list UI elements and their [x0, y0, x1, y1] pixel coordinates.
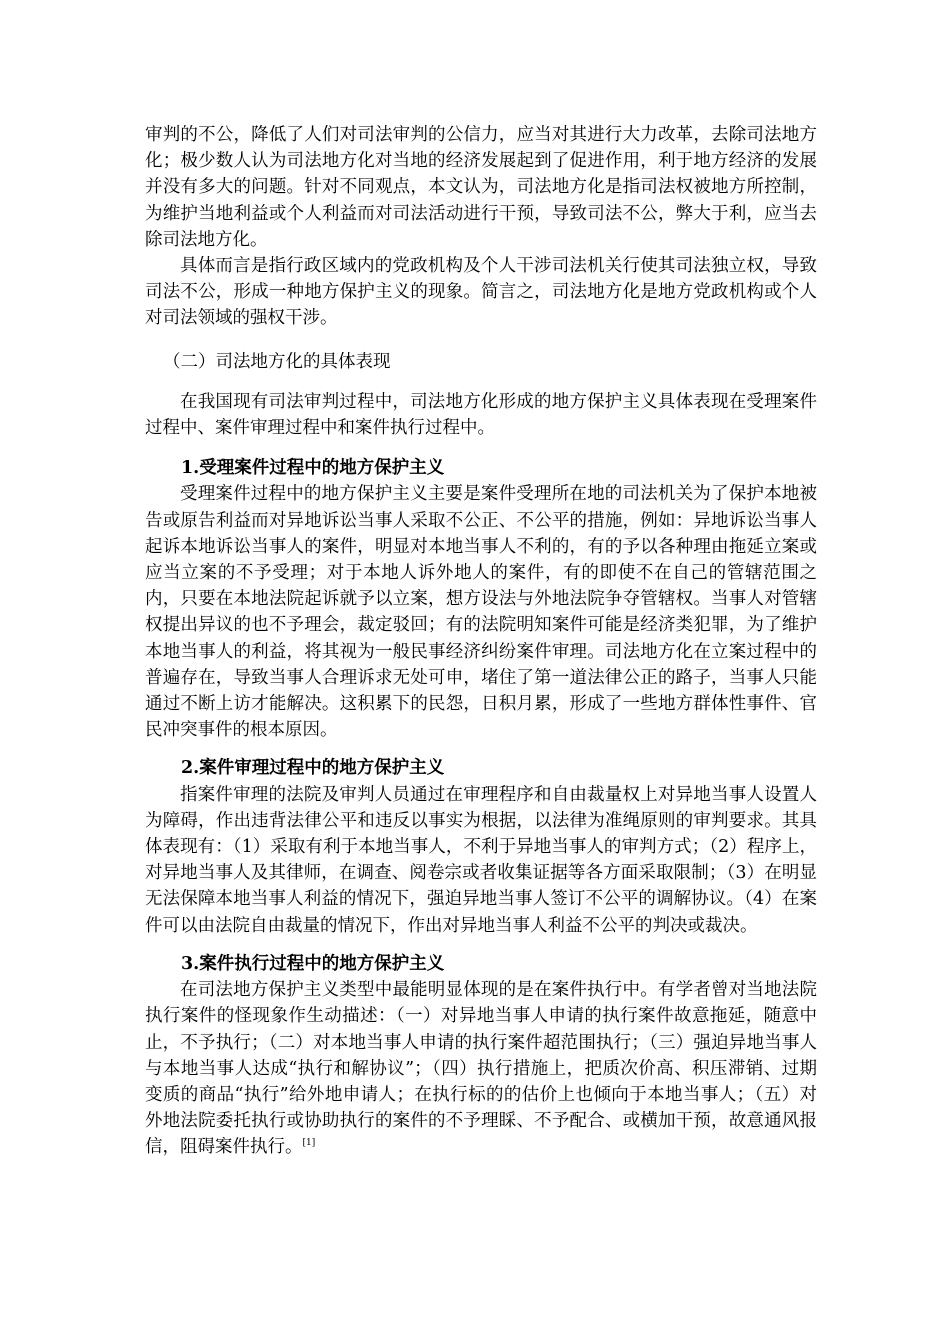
paragraph-1: 审判的不公，降低了人们对司法审判的公信力，应当对其进行大力改革，去除司法地方化；极少数人认为司法地方化对当地的经济发展起到了促进作用，利于地方经济的发展并没有多大的问题。针对不同观点，本文认为，司法地方化是指司法权被地方所控制，为维护当地利益或个人利益而对司法活动进行干预，导致司法不公，弊大于利，应当去除司法地方化。: [145, 125, 817, 250]
spacer: [145, 441, 817, 455]
paragraph-4: 受理案件过程中的地方保护主义主要是案件受理所在地的司法机关为了保护本地被告或原告利益而对异地诉讼当事人采取不公正、不公平的措施，例如：异地诉讼当事人起诉本地诉讼当事人的案件，明显对本地当事人不利的，有的予以各种理由拖延立案或应当立案的不予受理；对于本地人诉外地人的案件，有的即使不在自己的管辖范围之内，只要在本地法院起诉就予以立案，想方设法与外地法院争夺管辖权。当事人对管辖权提出异议的也不予理会，裁定驳回；有的法院明知案件可能是经济类犯罪，为了维护本地当事人的利益，将其视为一般民事经济纠纷案件审理。司法地方化在立案过程中的普遍存在，导致当事人合理诉求无处可申，堵住了第一道法律公正的路子，当事人只能通过不断上访才能解决。这积累下的民怨，日积月累，形成了一些地方群体性事件、官民冲突事件的根本原因。: [145, 484, 817, 741]
paragraph-5: 指案件审理的法院及审判人员通过在审理程序和自由裁量权上对异地当事人设置人为障碍，作出违背法律公平和违反以事实为根据，以法律为准绳原则的审判要求。其具体表现有：（1）采取有利于本地当事人，不利于异地当事人的审判方式；（2）程序上，对异地当事人及其律师，在调查、阅卷宗或者收集证据等各方面采取限制；（3）在明显无法保障本地当事人利益的情况下，强迫异地当事人签订不公平的调解协议。（4）在案件可以由法院自由裁量的情况下，作出对异地当事人利益不公平的判决或裁决。: [145, 784, 817, 936]
paragraph-3: 在我国现有司法审判过程中，司法地方化形成的地方保护主义具体表现在受理案件过程中、案件审理过程中和案件执行过程中。: [145, 391, 817, 439]
spacer: [145, 939, 817, 951]
footnote-reference[interactable]: [1]: [302, 1138, 316, 1149]
document-page: [145, 122, 817, 1161]
paragraph-6: [145, 977, 817, 1160]
section-heading: （二）司法地方化的具体表现: [163, 351, 391, 372]
paragraph-6-text: 在司法地方保护主义类型中最能明显体现的是在案件执行中。有学者曾对当地法院执行案件的怪现象作生动描述：（一）对异地当事人申请的执行案件故意拖延，随意中止，不予执行；（二）对本地当事人申请的执行案件超范围执行；（三）强迫异地当事人与本地当事人达成“执行和解协议”；（四）执行措施上，把质次价高、积压滞销、过期变质的商品“执行”给外地申请人；在执行标的的估价上也倾向于本地当事人；（五）对外地法院委托执行或协助执行的案件的不予理睬、不予配合、或横加干预，故意通风报信，阻碍案件执行。: [145, 980, 817, 1158]
subheading-1: 1.受理案件过程中的地方保护主义: [181, 458, 445, 479]
paragraph-2: 具体而言是指行政区域内的党政机构及个人干涉司法机关行使其司法独立权，导致司法不公，形成一种地方保护主义的现象。简言之，司法地方化是地方党政机构或个人对司法领域的强权干涉。: [145, 256, 817, 329]
spacer: [145, 743, 817, 755]
subheading-2: 2.案件审理过程中的地方保护主义: [181, 758, 445, 779]
subheading-3: 3.案件执行过程中的地方保护主义: [181, 953, 445, 974]
